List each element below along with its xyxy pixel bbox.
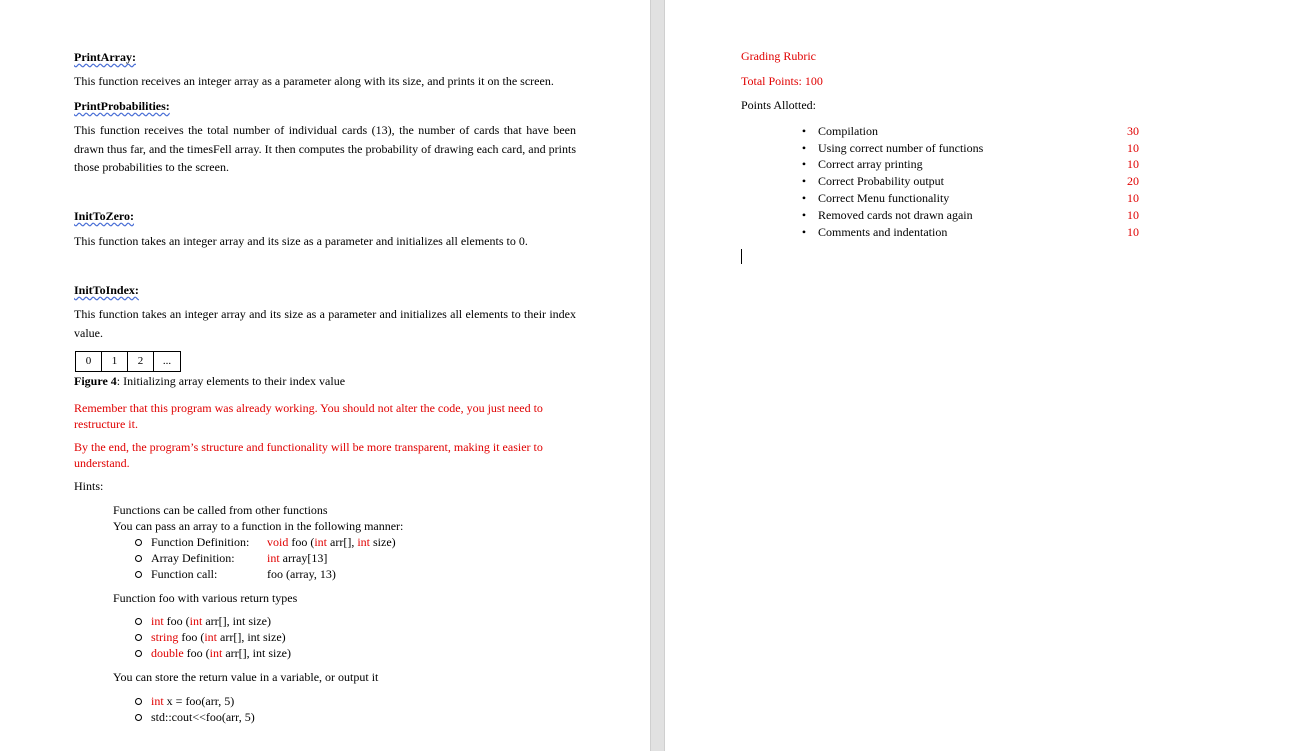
rubric-item-points: 30 (1127, 124, 1139, 138)
rubric-total: Total Points: 100 (741, 74, 823, 88)
rubric-item-points: 10 (1127, 191, 1139, 205)
store-title: You can store the return value in a variable, or output it (113, 670, 379, 684)
hollow-bullet (135, 571, 142, 578)
hollow-bullet (135, 618, 142, 625)
rubric-item-label: Correct array printing (818, 157, 923, 171)
figure-label: Figure 4 (74, 374, 117, 388)
page-gutter (650, 0, 665, 751)
bullet-dot: • (801, 191, 807, 205)
store-item: int x = foo(arr, 5) (151, 694, 235, 708)
return-types-title: Function foo with various return types (113, 591, 298, 605)
by-the-end-note: By the end, the program’s structure and functionality will be more transparent, making it easier to understand. (74, 440, 543, 470)
rubric-title: Grading Rubric (741, 49, 816, 63)
init-to-index-desc: This function takes an integer array and its size as a parameter and initializes all elements to their index value. (74, 307, 576, 340)
bullet-dot: • (801, 225, 807, 239)
figure-caption-text: : Initializing array elements to their index value (116, 374, 346, 388)
hint-item-label: Array Definition: (151, 551, 235, 565)
return-item: double foo (int arr[], int size) (151, 646, 291, 660)
return-item: int foo (int arr[], int size) (151, 614, 271, 628)
rubric-item-label: Removed cards not drawn again (818, 208, 973, 222)
hollow-bullet (135, 539, 142, 546)
rubric-item-points: 10 (1127, 225, 1139, 239)
print-probabilities-heading: PrintProbabilities: (74, 99, 170, 113)
hollow-bullet (135, 634, 142, 641)
figure-caption (74, 374, 345, 389)
array-cell: 0 (76, 352, 102, 371)
print-array-heading: PrintArray: (74, 50, 136, 64)
print-array-desc: This function receives an integer array as a parameter along with its size, and prints it on the screen. (74, 74, 554, 88)
hollow-bullet (135, 650, 142, 657)
print-probabilities-desc: This function receives the total number of individual cards (13), the number of cards that have been drawn thus far, and the timesFell array. It then computes the probability of drawing each card, and prints those probabilities to the screen. (74, 123, 576, 174)
hint-item-code: void foo (int arr[], int size) (267, 535, 396, 549)
bullet-dot: • (801, 157, 807, 171)
rubric-item-label: Correct Menu functionality (818, 191, 950, 205)
rubric-item-points: 10 (1127, 157, 1139, 171)
text-cursor (741, 249, 742, 264)
hints-title: Hints: (74, 479, 104, 493)
rubric-item-label: Using correct number of functions (818, 141, 984, 155)
hint-item-label: Function Definition: (151, 535, 250, 549)
return-item: string foo (int arr[], int size) (151, 630, 286, 644)
hint-line-2: You can pass an array to a function in the following manner: (113, 519, 404, 533)
bullet-dot: • (801, 141, 807, 155)
rubric-item-points: 10 (1127, 141, 1139, 155)
remember-note: Remember that this program was already working. You should not alter the code, you just need to restructure it. (74, 401, 543, 431)
index-array-figure (75, 351, 181, 372)
hollow-bullet (135, 555, 142, 562)
bullet-dot: • (801, 124, 807, 138)
array-cell: 1 (102, 352, 128, 371)
hollow-bullet (135, 714, 142, 721)
array-cell: ... (162, 355, 172, 367)
init-to-zero-heading: InitToZero: (74, 209, 135, 223)
hollow-bullet (135, 698, 142, 705)
hint-line-1: Functions can be called from other functions (113, 503, 328, 517)
hint-item-code: foo (array, 13) (267, 567, 336, 581)
init-to-zero-desc: This function takes an integer array and its size as a parameter and initializes all elements to 0. (74, 234, 528, 248)
hint-item-code: int array[13] (267, 551, 328, 565)
rubric-item-label: Correct Probability output (818, 174, 944, 188)
rubric-item-label: Comments and indentation (818, 225, 948, 239)
bullet-dot: • (801, 174, 807, 188)
store-item: std::cout<<foo(arr, 5) (151, 710, 255, 724)
hint-item-label: Function call: (151, 567, 218, 581)
init-to-index-heading: InitToIndex: (74, 283, 139, 297)
rubric-item-points: 10 (1127, 208, 1139, 222)
array-cell: 2 (128, 352, 154, 371)
rubric-item-label: Compilation (818, 124, 878, 138)
points-allotted-label: Points Allotted: (741, 98, 817, 112)
rubric-item-points: 20 (1127, 174, 1139, 188)
bullet-dot: • (801, 208, 807, 222)
